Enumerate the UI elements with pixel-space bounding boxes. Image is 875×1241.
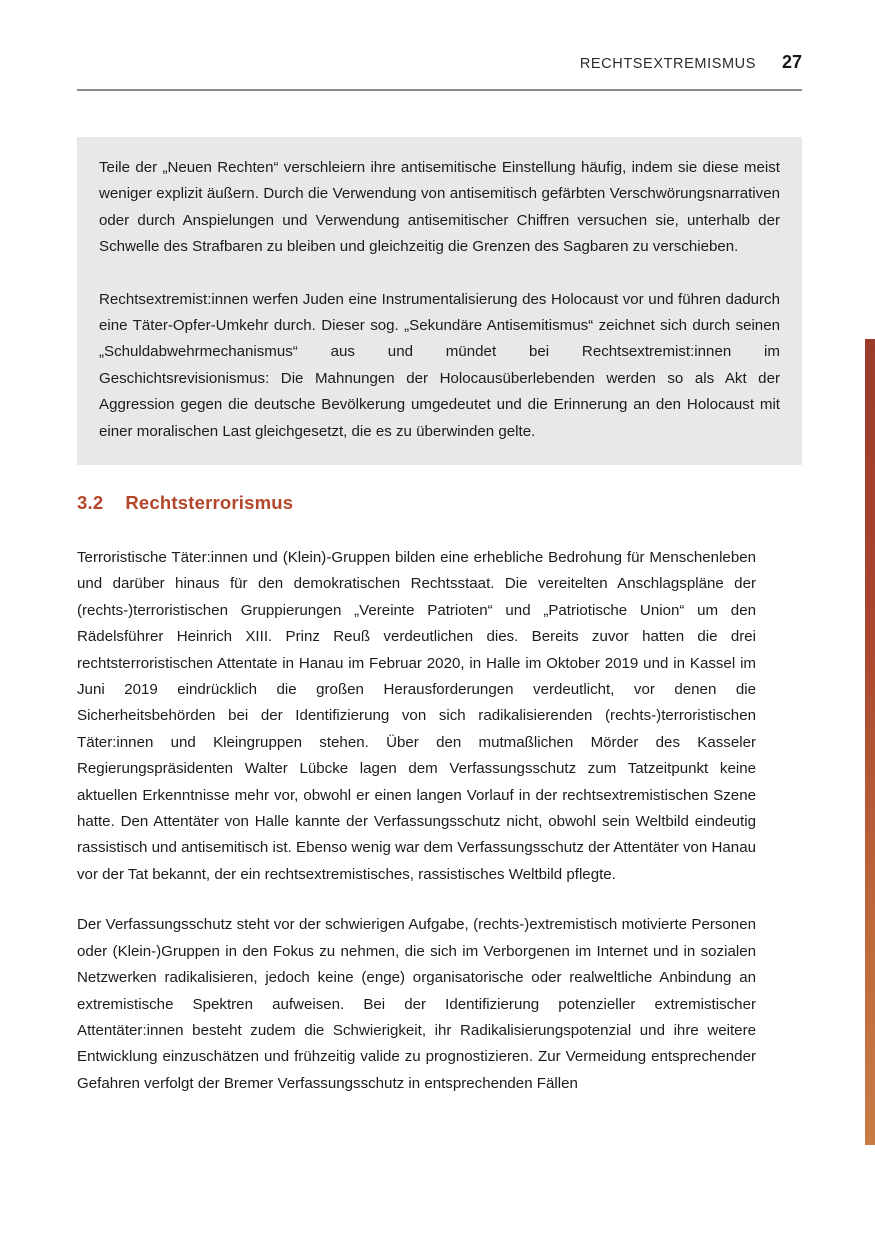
header-divider [77, 89, 802, 91]
running-head-title: RECHTSEXTREMISMUS [579, 56, 756, 72]
chapter-edge-tab [865, 339, 875, 1145]
callout-paragraph-1: Teile der „Neuen Rechten“ verschleiern ihre antisemitische Einstellung häufig, indem sie diese meist weniger explizit äußern. Durch die Verwendung von antisemitisch gefärbten Verschwörungsnarrativen oder durch Anspielungen und Verwendung antisemitischer Chiffren versuchen sie, unterhalb der Schwelle des Strafbaren zu bleiben und gleichzeitig die Grenzen des Sagbaren zu verschieben. [99, 159, 780, 256]
body-paragraph-2: Der Verfassungsschutz steht vor der schwierigen Aufgabe, (rechts-)extremistisch motivierte Personen oder (Klein-)Gruppen in den Fokus zu nehmen, die sich im Verborgenen im Internet und in sozialen Netzwerken radikalisieren, jedoch keine (enge) organisatorische oder realweltliche Anbindung an extremistische Spektren aufweisen. Bei der Identifizierung potenzieller extremistischer Attentäter:innen besteht zudem die Schwierigkeit, ihr Radikalisierungspotenzial und ihre weitere Entwicklung einzuschätzen und frühzeitig valide zu prognostizieren. Zur Vermeidung entsprechender Gefahren verfolgt der Bremer Verfassungsschutz in entsprechenden Fällen [77, 916, 756, 1092]
body-paragraph-1: Terroristische Täter:innen und (Klein)-Gruppen bilden eine erhebliche Bedrohung für Menschenleben und darüber hinaus für den demokratischen Rechtsstaat. Die vereitelten Anschlagspläne der (rechts-)terroristischen Gruppierungen „Vereinte Patrioten“ und „Patriotische Union“ um den Rädelsführer Heinrich XIII. Prinz Reuß verdeutlichen dies. Bereits zuvor hatten die drei rechtsterroristischen Attentate in Hanau im Februar 2020, in Halle im Oktober 2019 und in Kassel im Juni 2019 eindrücklich die großen Herausforderungen verdeutlicht, vor denen die Sicherheitsbehörden bei der Identifizierung von sich radikalisierenden (rechts-)terroristischen Täter:innen und Kleingruppen stehen. Über den mutmaßlichen Mörder des Kasseler Regierungspräsidenten Walter Lübcke lagen dem Verfassungsschutz zum Tatzeitpunkt keine aktuellen Erkenntnisse mehr vor, obwohl er einen langen Vorlauf in der rechtsextremistischen Szene hatte. Den Attentäter von Halle kannte der Verfassungsschutz nicht, obwohl sein Weltbild eindeutig rassistisch und antisemitisch ist. Ebenso wenig war dem Verfassungsschutz der Attentäter von Hanau vor der Tat bekannt, der ein rechtsextremistisches, rassistisches Weltbild pflegte. [77, 549, 756, 883]
section-title: Rechtsterrorismus [125, 492, 294, 513]
callout-box [77, 137, 802, 465]
running-header [77, 52, 802, 73]
section-heading [77, 492, 293, 514]
section-number: 3.2 [77, 492, 104, 513]
callout-paragraph-2: Rechtsextremist:innen werfen Juden eine Instrumentalisierung des Holocaust vor und führen dadurch eine Täter-Opfer-Umkehr durch. Dieser sog. „Sekundäre Antisemitismus“ zeichnet sich durch seinen „Schuldabwehrmechanismus“ aus und mündet bei Rechtsextremist:innen im Geschichtsrevisionismus: Die Mahnungen der Holocausüberlebenden werden so als Akt der Aggression gegen die deutsche Bevölkerung umgedeutet und die Erinnerung an den Holocaust mit einer moralischen Last gleichgesetzt, die es zu überwinden gelte. [99, 290, 780, 440]
page-number: 27 [781, 52, 802, 72]
body-text [77, 545, 756, 1097]
